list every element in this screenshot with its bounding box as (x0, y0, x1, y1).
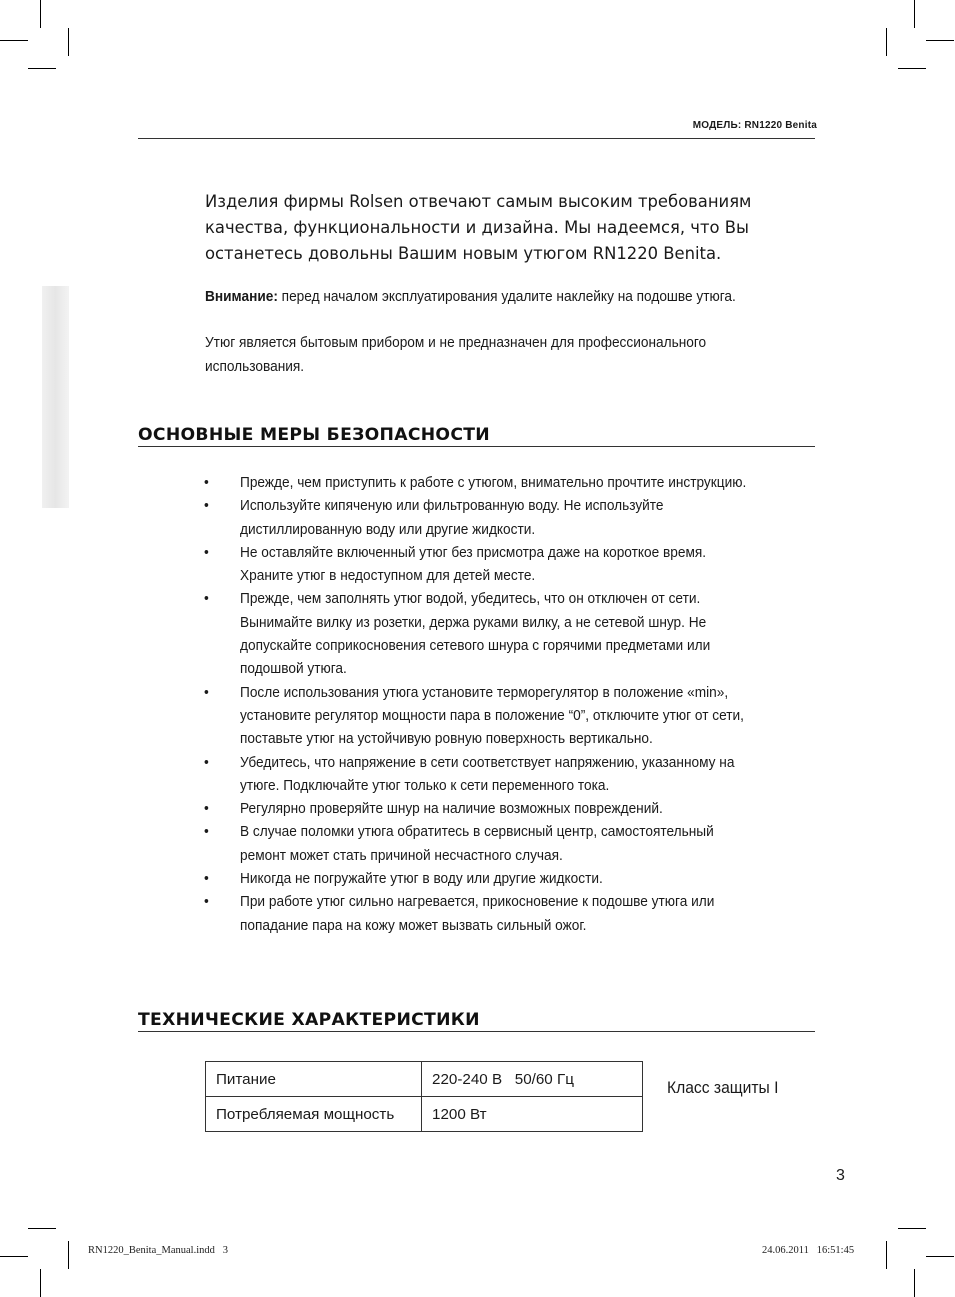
list-item-line: При работе утюг сильно нагревается, прикосновение к подошве утюга или (240, 893, 715, 911)
crop-mark (898, 1228, 926, 1229)
specs-heading-rule (138, 1031, 815, 1032)
list-item-line: В случае поломки утюга обратитесь в сервисный центр, самостоятельный (240, 823, 714, 841)
crop-mark (68, 1241, 69, 1269)
bullet-icon: • (204, 543, 209, 561)
list-item (204, 890, 816, 937)
crop-mark (898, 68, 926, 69)
list-item-line: утюге. Подключайте утюг только к сети переменного тока. (240, 776, 610, 794)
bullet-icon: • (204, 683, 209, 701)
bullet-icon: • (204, 893, 209, 911)
safety-heading-rule (138, 446, 815, 447)
crop-mark (0, 1256, 28, 1257)
safety-list (204, 471, 816, 937)
intro-line: Изделия фирмы Rolsen отвечают самым высоким требованиям (205, 192, 752, 211)
list-item-line: Прежде, чем заполнять утюг водой, убедитесь, что он отключен от сети. (240, 590, 701, 608)
list-item (204, 541, 816, 588)
bullet-icon: • (204, 870, 209, 888)
crop-mark (0, 40, 28, 41)
header-rule (138, 138, 815, 139)
crop-mark (40, 0, 41, 28)
list-item-line: Никогда не погружайте утюг в воду или другие жидкости. (240, 870, 603, 888)
crop-mark (68, 28, 69, 56)
list-item-line: Храните утюг в недоступном для детей месте. (240, 567, 536, 585)
table-cell: Питание (206, 1062, 422, 1097)
bullet-icon: • (204, 474, 209, 491)
household-line: использования. (205, 357, 305, 375)
list-item-line: Регулярно проверяйте шнур на наличие возможных повреждений. (240, 800, 663, 818)
list-item (204, 494, 816, 541)
list-item-line: подошвой утюга. (240, 660, 347, 678)
list-item (204, 587, 816, 680)
list-item-line: установите регулятор мощности пара в положение “0”, отключите утюг от сети, (240, 706, 744, 724)
table-row (206, 1097, 643, 1132)
table-cell: 220-240 В 50/60 Гц (422, 1062, 643, 1097)
household-line: Утюг является бытовым прибором и не предназначен для профессионального (205, 334, 707, 351)
list-item-line: Прежде, чем приступить к работе с утюгом, внимательно прочтите инструкцию. (240, 474, 747, 491)
specs-table (205, 1061, 643, 1132)
bullet-icon: • (204, 590, 209, 608)
list-item (204, 867, 816, 890)
table-row (206, 1062, 643, 1097)
crop-mark (926, 1256, 954, 1257)
crop-mark (914, 0, 915, 28)
crop-mark (914, 1269, 915, 1297)
list-item-line: дистиллированную воду или другие жидкости. (240, 520, 536, 538)
intro-line: качества, функциональности и дизайна. Мы надеемся, что Вы (205, 218, 749, 237)
model-label: МОДЕЛЬ: RN1220 Benita (692, 120, 817, 131)
bullet-icon: • (204, 800, 209, 818)
list-item-line: допускайте соприкосновения сетевого шнура с горячими предметами или (240, 637, 711, 655)
side-tab-strip (42, 286, 69, 508)
list-item-line: После использования утюга установите терморегулятор в положение «min», (240, 683, 729, 701)
bullet-icon: • (204, 823, 209, 841)
crop-mark (926, 40, 954, 41)
page-number: 3 (836, 1167, 845, 1184)
table-cell: Потребляемая мощность (206, 1097, 422, 1132)
attention-label: Внимание: (205, 288, 278, 305)
crop-mark (886, 1241, 887, 1269)
intro-line: останетесь довольны Вашим новым утюгом RN1220 Benita. (205, 244, 722, 263)
crop-mark (40, 1269, 41, 1297)
crop-mark (28, 68, 56, 69)
safety-heading: ОСНОВНЫЕ МЕРЫ БЕЗОПАСНОСТИ (138, 425, 490, 445)
list-item-line: поставьте утюг на устойчивую ровную поверхность вертикально. (240, 730, 653, 748)
crop-mark (886, 28, 887, 56)
specs-heading: ТЕХНИЧЕСКИЕ ХАРАКТЕРИСТИКИ (138, 1010, 480, 1030)
list-item (204, 797, 816, 820)
list-item (204, 751, 816, 798)
attention-note (205, 285, 736, 309)
list-item (204, 681, 816, 751)
bullet-icon: • (204, 497, 209, 515)
list-item-line: ремонт может стать причиной несчастного случая. (240, 846, 563, 864)
list-item-line: Вынимайте вилку из розетки, держа руками вилку, а не сетевой шнур. Не (240, 613, 707, 631)
bullet-icon: • (204, 753, 209, 771)
footer-timestamp: 24.06.2011 16:51:45 (762, 1245, 855, 1256)
list-item-line: Не оставляйте включенный утюг без присмотра даже на короткое время. (240, 543, 707, 561)
intro-paragraph (205, 189, 805, 267)
list-item-line: Убедитесь, что напряжение в сети соответствует напряжению, указанному на (240, 753, 735, 771)
table-cell: 1200 Вт (422, 1097, 643, 1132)
attention-text: перед началом эксплуатирования удалите наклейку на подошве утюга. (277, 288, 736, 305)
list-item (204, 471, 816, 494)
list-item-line: Используйте кипяченую или фильтрованную воду. Не используйте (240, 497, 664, 515)
list-item-line: попадание пара на кожу может вызвать сильный ожог. (240, 916, 587, 934)
list-item (204, 820, 816, 867)
footer-filename: RN1220_Benita_Manual.indd 3 (88, 1245, 228, 1256)
protection-class: Класс защиты I (667, 1078, 779, 1097)
crop-mark (28, 1228, 56, 1229)
household-note (205, 331, 706, 378)
